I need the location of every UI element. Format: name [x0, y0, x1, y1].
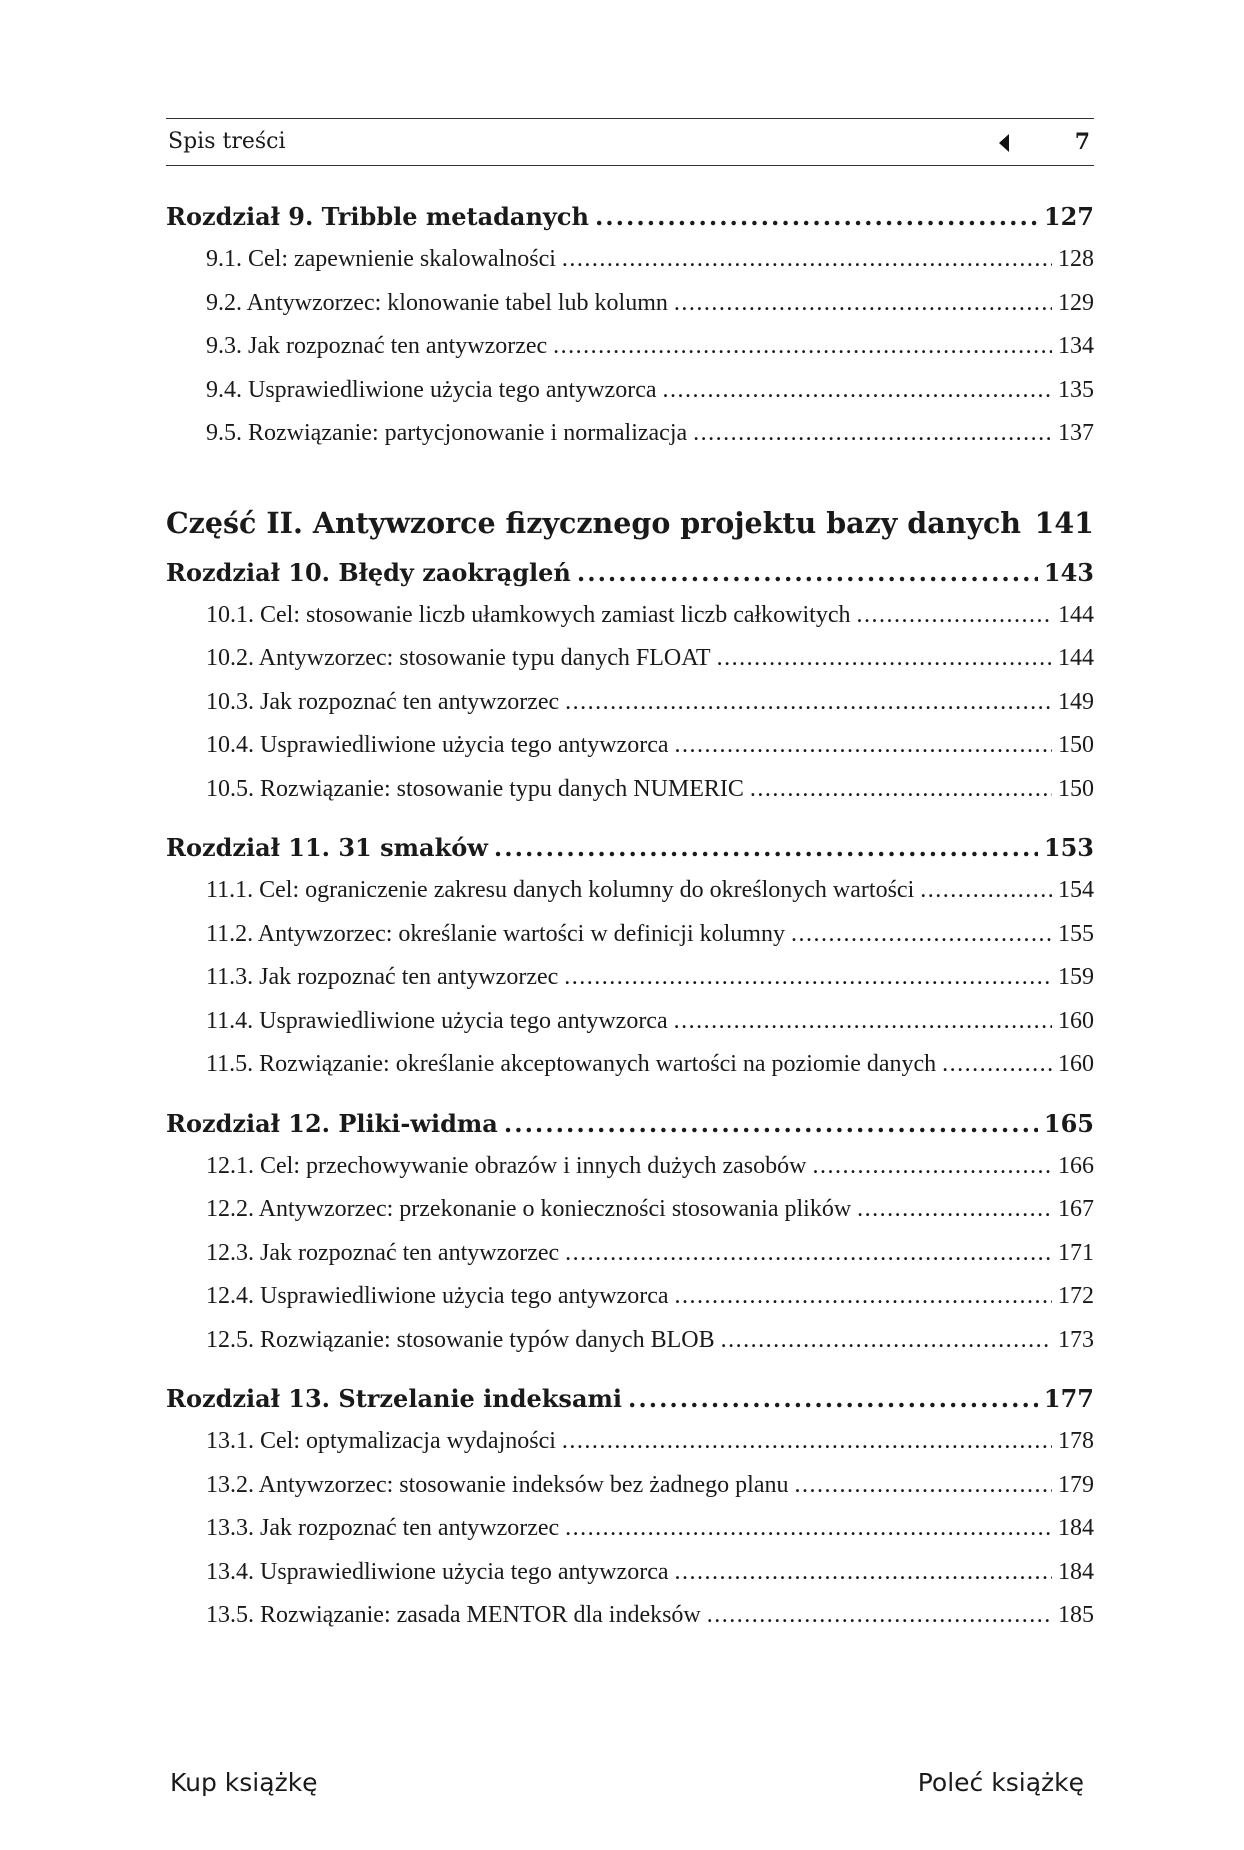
section-title: 11.5. Rozwiązanie: określanie akceptowanych wartości na poziomie danych: [206, 1051, 937, 1077]
section-title: 11.4. Usprawiedliwione użycia tego antywzorca: [206, 1007, 668, 1034]
toc-chapter-13[interactable]: [166, 1378, 1094, 1420]
chapter-page: 177: [1043, 1384, 1094, 1413]
section-page: 173: [1058, 1326, 1094, 1353]
toc-section[interactable]: [166, 1594, 1094, 1638]
toc-section[interactable]: [166, 1507, 1094, 1551]
section-title: 9.4. Usprawiedliwione użycia tego antywzorca: [206, 376, 657, 403]
leader-dots: [564, 956, 1052, 1000]
toc-section[interactable]: [166, 1275, 1094, 1319]
section-page: 160: [1058, 1007, 1094, 1034]
chapter-page: 127: [1043, 202, 1094, 231]
section-page: 179: [1058, 1471, 1094, 1498]
toc-section[interactable]: [166, 325, 1094, 369]
section-title: 13.3. Jak rozpoznać ten antywzorzec: [206, 1515, 560, 1541]
leader-dots: [504, 1103, 1038, 1145]
triangle-left-icon: [999, 134, 1009, 152]
leader-dots: [565, 1507, 1052, 1551]
toc-chapter-10[interactable]: [166, 552, 1094, 594]
leader-dots: [565, 681, 1052, 725]
section-page: 150: [1058, 732, 1094, 758]
section-title: 12.4. Usprawiedliwione użycia tego antywzorca: [206, 1283, 669, 1309]
leader-dots: [674, 282, 1052, 326]
section-title: 10.4. Usprawiedliwione użycia tego antywzorca: [206, 732, 669, 758]
section-title: 10.3. Jak rozpoznać ten antywzorzec: [206, 688, 560, 715]
leader-dots: [675, 724, 1052, 768]
header-page-number: 7: [1074, 129, 1090, 155]
toc-section[interactable]: [166, 1188, 1094, 1232]
leader-dots: [812, 1145, 1052, 1189]
leader-dots: [942, 1043, 1052, 1087]
toc-section[interactable]: [166, 1043, 1094, 1087]
section-page: 144: [1058, 601, 1094, 628]
leader-dots: [717, 637, 1052, 681]
section-page: 128: [1058, 246, 1094, 272]
leader-dots: [674, 1000, 1052, 1044]
section-title: 9.3. Jak rozpoznać ten antywzorzec: [206, 333, 548, 359]
leader-dots: [857, 1188, 1052, 1232]
section-page: 154: [1058, 877, 1094, 903]
toc-section[interactable]: [166, 681, 1094, 725]
section-title: 9.1. Cel: zapewnienie skalowalności: [206, 246, 556, 272]
section-title: 13.5. Rozwiązanie: zasada MENTOR dla indeksów: [206, 1602, 701, 1628]
toc-chapter-9[interactable]: [166, 196, 1094, 238]
section-page: 137: [1058, 420, 1094, 446]
running-header: [166, 118, 1094, 166]
chapter-page: 165: [1043, 1108, 1094, 1138]
toc-chapter-12[interactable]: [166, 1103, 1094, 1145]
toc-section[interactable]: [166, 238, 1094, 282]
leader-dots: [577, 552, 1038, 594]
section-page: 144: [1058, 645, 1094, 671]
chapter-title: Rozdział 10. Błędy zaokrągleń: [166, 557, 571, 587]
leader-dots: [494, 827, 1038, 869]
toc-section[interactable]: [166, 1232, 1094, 1276]
section-title: 10.1. Cel: stosowanie liczb ułamkowych zamiast liczb całkowitych: [206, 601, 851, 628]
toc-section[interactable]: [166, 724, 1094, 768]
section-page: 185: [1058, 1602, 1094, 1628]
header-title: Spis treści: [168, 129, 286, 154]
section-title: 12.2. Antywzorzec: przekonanie o konieczności stosowania plików: [206, 1196, 852, 1222]
leader-dots: [565, 1232, 1052, 1276]
leader-dots: [675, 1551, 1052, 1595]
section-title: 11.3. Jak rozpoznać ten antywzorzec: [206, 964, 559, 990]
section-page: 129: [1058, 289, 1094, 316]
toc-chapter-11[interactable]: [166, 827, 1094, 869]
leader-dots: [628, 1378, 1038, 1420]
section-page: 184: [1058, 1558, 1094, 1585]
section-title: 11.1. Cel: ograniczenie zakresu danych kolumny do określonych wartości: [206, 877, 915, 903]
chapter-title: Rozdział 9. Tribble metadanych: [166, 202, 589, 231]
chapter-title: Rozdział 11. 31 smaków: [166, 833, 488, 862]
section-title: 12.1. Cel: przechowywanie obrazów i innych dużych zasobów: [206, 1152, 807, 1179]
toc-section[interactable]: [166, 956, 1094, 1000]
leader-dots: [791, 913, 1052, 957]
part-page: 141: [1034, 505, 1094, 540]
toc-section[interactable]: [166, 1319, 1094, 1363]
toc-section[interactable]: [166, 1420, 1094, 1464]
section-page: 167: [1058, 1196, 1094, 1222]
section-title: 10.2. Antywzorzec: stosowanie typu danych FLOAT: [206, 645, 711, 671]
section-page: 155: [1058, 920, 1094, 947]
leader-dots: [1027, 494, 1028, 552]
leader-dots: [553, 325, 1052, 369]
leader-dots: [562, 1420, 1052, 1464]
section-title: 12.3. Jak rozpoznać ten antywzorzec: [206, 1239, 560, 1266]
toc-part-2[interactable]: [166, 494, 1094, 552]
leader-dots: [920, 869, 1052, 913]
toc-section[interactable]: [166, 594, 1094, 638]
section-page: 171: [1058, 1239, 1094, 1266]
section-title: 11.2. Antywzorzec: określanie wartości w definicji kolumny: [206, 920, 785, 947]
section-page: 134: [1058, 333, 1094, 359]
section-title: 13.4. Usprawiedliwione użycia tego antywzorca: [206, 1558, 669, 1585]
section-page: 149: [1058, 688, 1094, 715]
section-title: 9.2. Antywzorzec: klonowanie tabel lub kolumn: [206, 289, 668, 316]
toc-section[interactable]: [166, 869, 1094, 913]
toc-section[interactable]: [166, 1551, 1094, 1595]
buy-book-link[interactable]: Kup książkę: [170, 1768, 318, 1797]
leader-dots: [750, 768, 1052, 812]
section-title: 9.5. Rozwiązanie: partycjonowanie i normalizacja: [206, 420, 688, 446]
toc-section[interactable]: [166, 1464, 1094, 1508]
chapter-title: Rozdział 13. Strzelanie indeksami: [166, 1384, 622, 1413]
toc-section[interactable]: [166, 369, 1094, 413]
section-page: 178: [1058, 1428, 1094, 1454]
leader-dots: [663, 369, 1052, 413]
toc-section[interactable]: [166, 282, 1094, 326]
leader-dots: [707, 1594, 1052, 1638]
toc-section[interactable]: [166, 1000, 1094, 1044]
leader-dots: [675, 1275, 1052, 1319]
section-title: 12.5. Rozwiązanie: stosowanie typów danych BLOB: [206, 1326, 715, 1353]
leader-dots: [795, 1464, 1052, 1508]
leader-dots: [562, 238, 1052, 282]
part-title: Część II. Antywzorce fizycznego projektu bazy danych: [166, 505, 1022, 540]
table-of-contents: [166, 196, 1094, 1638]
leader-dots: [857, 594, 1053, 638]
section-page: 135: [1058, 376, 1094, 403]
section-title: 13.1. Cel: optymalizacja wydajności: [206, 1428, 556, 1454]
chapter-page: 153: [1043, 833, 1094, 862]
section-page: 159: [1058, 964, 1094, 990]
toc-section[interactable]: [166, 637, 1094, 681]
chapter-title: Rozdział 12. Pliki-widma: [166, 1108, 498, 1138]
toc-section[interactable]: [166, 768, 1094, 812]
section-page: 160: [1058, 1051, 1094, 1077]
section-title: 13.2. Antywzorzec: stosowanie indeksów bez żadnego planu: [206, 1471, 789, 1498]
toc-section[interactable]: [166, 1145, 1094, 1189]
section-page: 150: [1058, 775, 1094, 802]
toc-section[interactable]: [166, 412, 1094, 456]
section-page: 184: [1058, 1515, 1094, 1541]
leader-dots: [721, 1319, 1052, 1363]
recommend-book-link[interactable]: Poleć książkę: [917, 1768, 1084, 1797]
toc-section[interactable]: [166, 913, 1094, 957]
leader-dots: [595, 196, 1038, 238]
chapter-page: 143: [1043, 557, 1094, 587]
section-page: 172: [1058, 1283, 1094, 1309]
section-title: 10.5. Rozwiązanie: stosowanie typu danych NUMERIC: [206, 775, 744, 802]
leader-dots: [693, 412, 1052, 456]
section-page: 166: [1058, 1152, 1094, 1179]
